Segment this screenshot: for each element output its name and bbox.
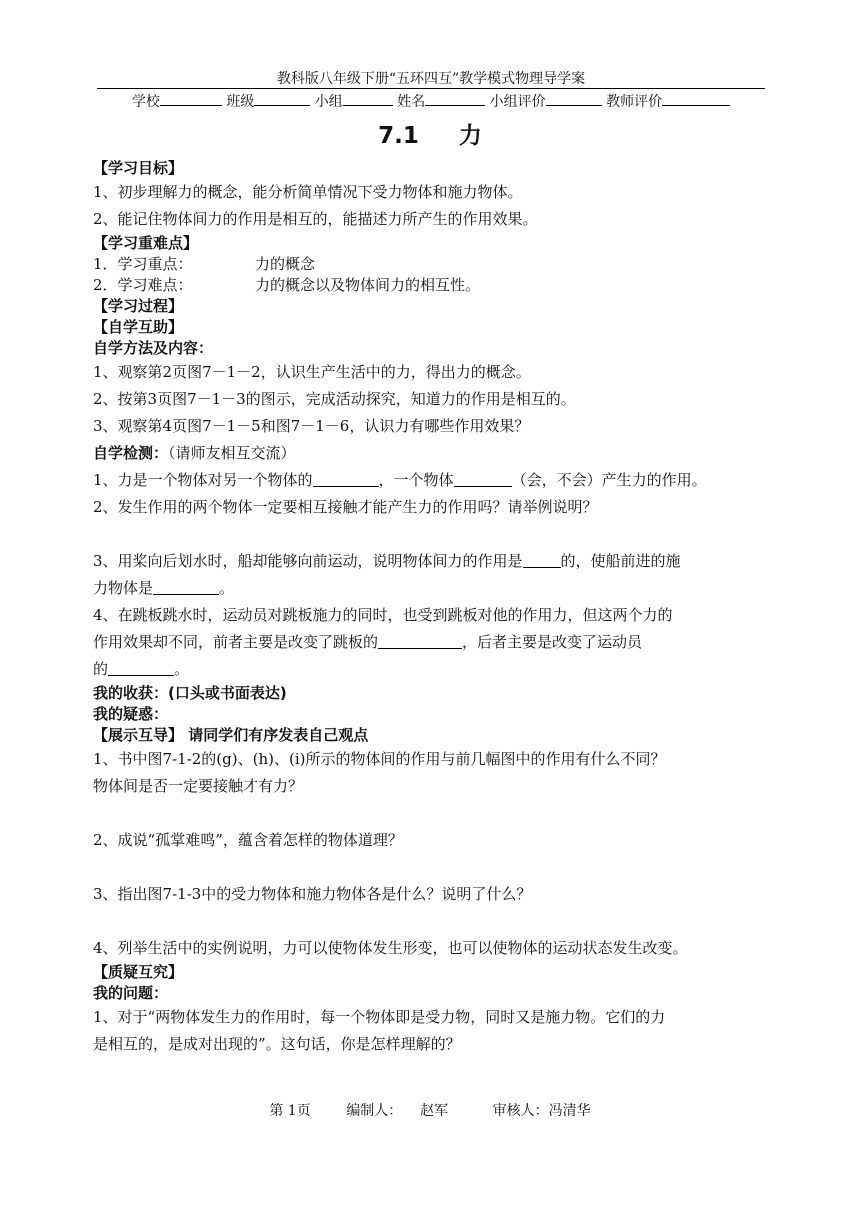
display-heading: 【展示互导】	[93, 726, 184, 744]
check-question-4: 4、在跳板跳水时，运动员对跳板施力的同时，也受到跳板对他的作用力，但这两个力的	[93, 606, 673, 624]
check-question-1	[93, 467, 773, 494]
my-question-heading: 我的问题：	[93, 984, 169, 1002]
q4-blank-2[interactable]	[108, 660, 174, 676]
page-number: 第 1页	[269, 1103, 311, 1119]
q3-blank-1[interactable]	[523, 552, 561, 568]
q1-blank-1[interactable]	[313, 471, 379, 487]
display-item: 3、指出图7-1-3中的受力物体和施力物体各是什么？说明了什么？	[93, 885, 532, 903]
field-class-label: 班级	[226, 94, 255, 110]
reviewer-label: 审核人：	[492, 1103, 549, 1119]
q1-text-a: 1、力是一个物体对另一个物体的	[93, 471, 313, 489]
q4-text-b: 作用效果却不同，前者主要是改变了跳板的	[93, 633, 379, 651]
key-points-heading: 【学习重难点】	[93, 234, 199, 252]
self-study-item: 3、观察第4页图7－1－5和图7－1－6，认识力有哪些作用效果？	[93, 417, 530, 435]
self-check-note: （请师友相互交流）	[168, 444, 296, 462]
q4-text-c: ，后者主要是改变了运动员	[462, 633, 643, 651]
lesson-number: 7.1	[378, 123, 419, 149]
doubt-label: 我的疑惑：	[93, 705, 169, 723]
check-question-4-end	[93, 656, 773, 683]
difficulty-line	[93, 275, 773, 296]
q3-text-a: 3、用桨向后划水时，船却能够向前运动，说明物体间力的作用是	[93, 552, 523, 570]
q1-text-c: （会，不会）产生力的作用。	[511, 471, 707, 489]
inquiry-question-1-cont: 是相互的，是成对出现的”。这句话，你是怎样理解的？	[93, 1035, 461, 1053]
inquiry-question-1: 1、对于“两物体发生力的作用时，每一个物体即是受力物，同时又是施力物。它们的力	[93, 1008, 666, 1026]
field-name-label: 姓名	[397, 94, 426, 110]
self-study-heading: 【自学互助】	[93, 318, 184, 336]
check-question-3-cont	[93, 575, 773, 602]
header-title: 教科版八年级下册“五环四互”教学模式物理导学案	[97, 70, 765, 89]
q1-text-b: ，一个物体	[378, 471, 454, 489]
editor-name: 赵军	[420, 1103, 449, 1119]
display-item: 2、成说“孤掌难鸣”，蕴含着怎样的物体道理？	[93, 831, 403, 849]
q4-text-e: 。	[174, 660, 190, 678]
display-item: 4、列举生活中的实例说明，力可以使物体发生形变，也可以使物体的运动状态发生改变。	[93, 939, 688, 957]
self-check-heading-line	[93, 440, 773, 467]
harvest-label: 我的收获：(口头或书面表达)	[93, 684, 287, 702]
focus-line	[93, 254, 773, 275]
q1-blank-2[interactable]	[454, 471, 512, 487]
q3-text-c: 力物体是	[93, 579, 154, 597]
field-group-label: 小组	[314, 94, 343, 110]
lesson-title	[0, 122, 860, 150]
lesson-name: 力	[458, 123, 482, 149]
self-check-heading: 自学检测：	[93, 444, 169, 462]
class-blank[interactable]	[254, 91, 310, 106]
field-teacher-eval-label: 教师评价	[606, 94, 663, 110]
student-info-line	[97, 91, 765, 111]
self-study-item: 1、观察第2页图7－1－2，认识生产生活中的力，得出力的概念。	[93, 363, 531, 381]
method-heading: 自学方法及内容：	[93, 339, 214, 357]
check-question-2: 2、发生作用的两个物体一定要相互接触才能产生力的作用吗？请举例说明？	[93, 498, 598, 516]
teacher-eval-blank[interactable]	[662, 91, 730, 106]
display-item: 物体间是否一定要接触才有力？	[93, 777, 304, 795]
field-school-label: 学校	[131, 94, 160, 110]
check-question-4-cont	[93, 629, 773, 656]
display-heading-line	[93, 725, 773, 746]
editor-label: 编制人：	[346, 1103, 403, 1119]
page-footer	[0, 1102, 860, 1120]
worksheet-content	[93, 158, 773, 1058]
group-blank[interactable]	[343, 91, 393, 106]
display-subtitle: 请同学们有序发表自己观点	[188, 726, 369, 744]
group-eval-blank[interactable]	[546, 91, 602, 106]
reviewer-name: 冯清华	[548, 1103, 591, 1119]
inquiry-heading: 【质疑互究】	[93, 963, 184, 981]
check-question-3	[93, 548, 773, 575]
self-study-item: 2、按第3页图7－1－3的图示，完成活动探究，知道力的作用是相互的。	[93, 390, 576, 408]
q4-blank-1[interactable]	[378, 633, 462, 649]
q3-blank-2[interactable]	[153, 579, 219, 595]
process-heading: 【学习过程】	[93, 297, 184, 315]
goal-item: 2、能记住物体间力的作用是相互的，能描述力所产生的作用效果。	[93, 210, 538, 228]
difficulty-text: 力的概念以及物体间力的相互性。	[255, 276, 481, 294]
name-blank[interactable]	[425, 91, 485, 106]
focus-label: 1．学习重点：	[93, 255, 193, 273]
q3-text-b: 的，使船前进的施	[560, 552, 681, 570]
q3-text-d: 。	[219, 579, 235, 597]
school-blank[interactable]	[160, 91, 222, 106]
display-item: 1、书中图7-1-2的(g)、(h)、(i)所示的物体间的作用与前几幅图中的作用有什么不同？	[93, 750, 666, 768]
goals-heading: 【学习目标】	[93, 159, 184, 177]
goal-item: 1、初步理解力的概念，能分析简单情况下受力物体和施力物体。	[93, 183, 523, 201]
field-group-eval-label: 小组评价	[489, 94, 546, 110]
focus-text: 力的概念	[255, 255, 316, 273]
difficulty-label: 2．学习难点：	[93, 276, 193, 294]
q4-text-d: 的	[93, 660, 109, 678]
